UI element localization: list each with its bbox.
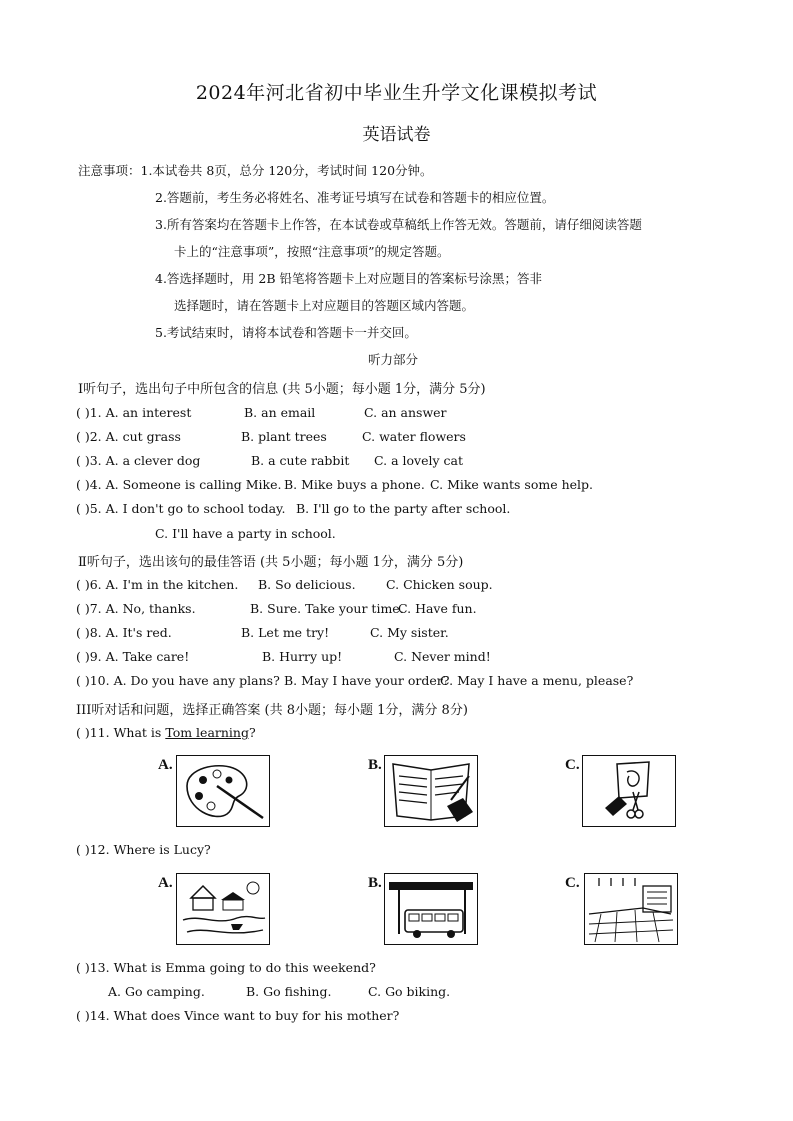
q11-label-b: B. — [368, 757, 382, 773]
q12-picture-b-bus-stop — [384, 873, 478, 945]
scissors-icon — [583, 756, 675, 826]
q3-option-b: B. a cute rabbit — [251, 453, 350, 468]
q12-label-c: C. — [565, 875, 580, 891]
question-10 — [76, 673, 736, 691]
q9-option-c: C. Never mind! — [394, 649, 491, 664]
q1-option-c: C. an answer — [364, 405, 447, 420]
note-line-2: 2.答题前，考生务必将姓名、准考证号填写在试卷和答题卡的相应位置。 — [155, 190, 555, 205]
q3-option-c: C. a lovely cat — [374, 453, 463, 468]
q5-option-c: C. I'll have a party in school. — [155, 526, 336, 541]
note-line-5: 4.答选择题时，用 2B 铅笔将答题卡上对应题目的答案标号涂黑；答非 — [155, 271, 543, 286]
question-14: ( )14. What does Vince want to buy for his mother? — [76, 1008, 400, 1023]
q12-picture-a-village — [176, 873, 270, 945]
q2-option-a: ( )2. A. cut grass — [76, 429, 181, 444]
question-3 — [76, 453, 716, 471]
q11-label-c: C. — [565, 757, 580, 773]
question-13: ( )13. What is Emma going to do this weekend? — [76, 960, 376, 975]
q11-label-a: A. — [158, 757, 173, 773]
q12-picture-c-supermarket — [584, 873, 678, 945]
section-1-heading: Ⅰ听句子，选出句子中所包含的信息 (共 5小题；每小题 1分，满分 5分) — [78, 382, 486, 397]
q13-option-b: B. Go fishing. — [246, 984, 332, 999]
section-2-heading: Ⅱ听句子，选出该句的最佳答语 (共 5小题；每小题 1分，满分 5分) — [78, 555, 464, 570]
exam-subtitle: 英语试卷 — [362, 125, 431, 145]
question-12: ( )12. Where is Lucy? — [76, 842, 211, 857]
exam-title: 2024年河北省初中毕业生升学文化课模拟考试 — [195, 82, 598, 104]
question-9 — [76, 649, 716, 667]
q9-option-b: B. Hurry up! — [262, 649, 343, 664]
q2-option-c: C. water flowers — [362, 429, 466, 444]
q12-label-a: A. — [158, 875, 173, 891]
question-4 — [76, 477, 716, 495]
question-11 — [76, 725, 256, 740]
question-8 — [76, 625, 716, 643]
q8-option-a: ( )8. A. It's red. — [76, 625, 172, 640]
q9-option-a: ( )9. A. Take care! — [76, 649, 190, 664]
q7-option-c: C. Have fun. — [398, 601, 477, 616]
supermarket-icon — [585, 874, 677, 944]
section-3-heading: III听对话和问题，选择正确答案 (共 8小题；每小题 1分，满分 8分) — [76, 703, 468, 718]
q11-suffix: ? — [248, 725, 256, 740]
q6-option-a: ( )6. A. I'm in the kitchen. — [76, 577, 239, 592]
q1-option-a: ( )1. A. an interest — [76, 405, 192, 420]
q7-option-b: B. Sure. Take your time. — [250, 601, 404, 616]
q8-option-c: C. My sister. — [370, 625, 449, 640]
q4-option-a: ( )4. A. Someone is calling Mike. — [76, 477, 282, 492]
listening-heading: 听力部分 — [368, 352, 419, 367]
q13-option-c: C. Go biking. — [368, 984, 451, 999]
palette-icon — [177, 756, 269, 826]
q5-option-a: ( )5. A. I don't go to school today. — [76, 501, 286, 516]
note-line-6: 选择题时，请在答题卡上对应题目的答题区域内答题。 — [174, 298, 475, 313]
q3-option-a: ( )3. A. a clever dog — [76, 453, 201, 468]
question-2 — [76, 429, 716, 447]
q13-option-a: A. Go camping. — [108, 984, 205, 999]
q2-option-b: B. plant trees — [241, 429, 327, 444]
question-6 — [76, 577, 716, 595]
q6-option-b: B. So delicious. — [258, 577, 356, 592]
note-line-7: 5.考试结束时，请将本试卷和答题卡一并交回。 — [155, 325, 417, 340]
q6-option-c: C. Chicken soup. — [386, 577, 493, 592]
question-1 — [76, 405, 716, 423]
question-5 — [76, 501, 716, 519]
q7-option-a: ( )7. A. No, thanks. — [76, 601, 196, 616]
q5-option-b: B. I'll go to the party after school. — [296, 501, 511, 516]
bus-icon — [385, 874, 477, 944]
q11-picture-a-palette — [176, 755, 270, 827]
q11-prefix: ( )11. What is — [76, 725, 166, 740]
question-7 — [76, 601, 716, 619]
q4-option-c: C. Mike wants some help. — [430, 477, 594, 492]
q11-underlined: Tom learning — [165, 725, 249, 740]
q11-picture-b-book — [384, 755, 478, 827]
q10-option-a: ( )10. A. Do you have any plans? — [76, 673, 280, 688]
village-icon — [177, 874, 269, 944]
book-icon — [385, 756, 477, 826]
q12-label-b: B. — [368, 875, 382, 891]
q1-option-b: B. an email — [244, 405, 316, 420]
q8-option-b: B. Let me try! — [241, 625, 330, 640]
q10-option-c: C. May I have a menu, please? — [440, 673, 634, 688]
q13-options — [108, 984, 508, 1002]
note-line-1: 注意事项：1.本试卷共 8页，总分 120分，考试时间 120分钟。 — [78, 163, 433, 178]
note-line-4: 卡上的“注意事项”，按照“注意事项”的规定答题。 — [174, 244, 450, 259]
note-line-3: 3.所有答案均在答题卡上作答，在本试卷或草稿纸上作答无效。答题前，请仔细阅读答题 — [155, 217, 642, 232]
q10-option-b: B. May I have your order? — [284, 673, 450, 688]
q11-picture-c-papercut — [582, 755, 676, 827]
q4-option-b: B. Mike buys a phone. — [284, 477, 425, 492]
